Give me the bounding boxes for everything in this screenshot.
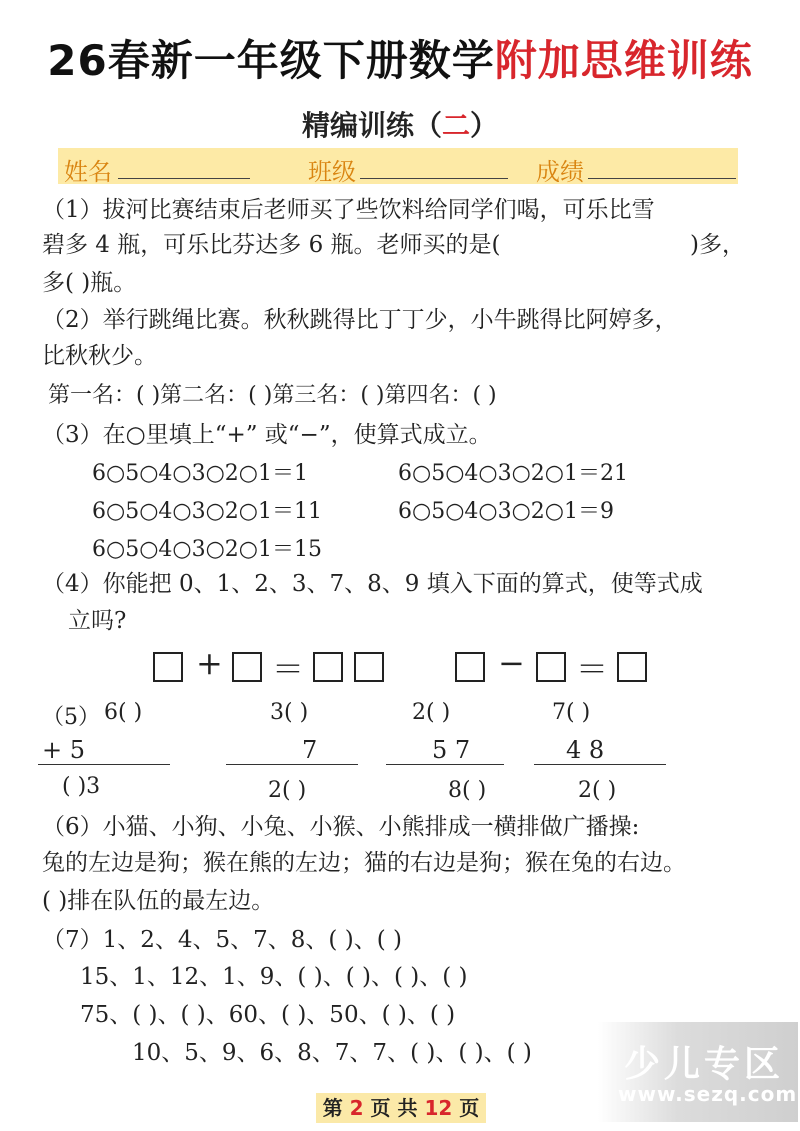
footer-middle: 页 共 <box>370 1096 418 1120</box>
q5-label: （5） <box>42 705 100 730</box>
q5-col3-rule <box>386 764 504 765</box>
name-label: 姓名 <box>64 158 112 186</box>
q3-equation-1: 6○5○4○3○2○1＝1 <box>92 461 308 486</box>
class-blank[interactable] <box>360 178 508 179</box>
equals-sign: ＝ <box>272 650 305 688</box>
q7-sequence-4: 10、5、9、6、8、7、7、( )、( )、( ) <box>132 1040 532 1066</box>
subtitle-number: 二 <box>441 109 470 142</box>
answer-box[interactable] <box>313 652 343 682</box>
watermark-url: www.sezq.com <box>618 1082 798 1106</box>
q3-equation-4: 6○5○4○3○2○1＝9 <box>398 499 614 524</box>
q5-col3-mid: 5 7 <box>432 736 471 764</box>
q3-title: （3）在○里填上“+” 或“−”，使算式成立。 <box>42 422 492 448</box>
q2-ranking: 第一名：( )第二名：( )第三名：( )第四名：( ) <box>48 383 497 408</box>
title-highlight: 附加思维训练 <box>494 36 753 85</box>
answer-box[interactable] <box>153 652 183 682</box>
q5-col4-top: 7( ) <box>552 700 591 725</box>
q7-sequence-2: 15、1、12、1、9、( )、( )、( )、( ) <box>80 964 468 990</box>
q4-box-equations <box>0 644 800 688</box>
q2-line1: （2）举行跳绳比赛。秋秋跳得比丁丁少，小牛跳得比阿婷多， <box>42 307 678 333</box>
q3-equation-2: 6○5○4○3○2○1＝21 <box>398 461 628 486</box>
q3-equation-3: 6○5○4○3○2○1＝11 <box>92 499 322 524</box>
q6-line3: ( )排在队伍的最左边。 <box>42 888 275 914</box>
student-info-bar <box>58 148 738 184</box>
score-blank[interactable] <box>588 178 736 179</box>
page-subtitle <box>0 104 800 144</box>
page-title <box>0 28 800 88</box>
title-main: 26春新一年级下册数学 <box>47 36 495 85</box>
answer-box[interactable] <box>354 652 384 682</box>
watermark-brand: 少儿专区 <box>624 1044 785 1085</box>
answer-box[interactable] <box>232 652 262 682</box>
q5-col3-bottom: 8( ) <box>448 778 487 803</box>
minus-sign: − <box>498 644 525 682</box>
q4-line1: （4）你能把 0、1、2、3、7、8、9 填入下面的算式，使等式成 <box>42 571 703 597</box>
subtitle-prefix: 精编训练（ <box>301 109 442 142</box>
q5-col1-bottom: ( )3 <box>62 774 101 799</box>
q1-line3: 多( )瓶。 <box>42 270 137 296</box>
q5-col4-mid: 4 8 <box>566 736 605 764</box>
page-footer <box>316 1093 486 1123</box>
name-blank[interactable] <box>118 178 250 179</box>
q4-line2: 立吗? <box>68 608 127 634</box>
q5-col2-rule <box>226 764 358 765</box>
q2-line2: 比秋秋少。 <box>42 343 157 369</box>
answer-box[interactable] <box>536 652 566 682</box>
watermark <box>598 1022 798 1122</box>
q7-sequence-1: （7）1、2、4、5、7、8、( )、( ) <box>42 927 402 953</box>
q5-col4-bottom: 2( ) <box>578 778 617 803</box>
footer-suffix: 页 <box>459 1096 480 1120</box>
q1-line2b: )多， <box>690 232 745 258</box>
current-page: 2 <box>349 1096 364 1120</box>
class-label: 班级 <box>308 158 356 186</box>
q5-col2-mid: 7 <box>302 736 318 764</box>
total-pages: 12 <box>424 1096 453 1120</box>
q1-line2a: 碧多 4 瓶，可乐比芬达多 6 瓶。老师买的是( <box>42 232 501 258</box>
q7-sequence-3: 75、( )、( )、60、( )、50、( )、( ) <box>80 1002 456 1028</box>
plus-sign: + <box>196 644 223 682</box>
q5-col2-top: 3( ) <box>270 700 309 725</box>
footer-prefix: 第 <box>322 1096 343 1120</box>
q6-line1: （6）小猫、小狗、小兔、小猴、小熊排成一横排做广播操: <box>42 814 640 840</box>
q1-line1: （1）拔河比赛结束后老师买了些饮料给同学们喝，可乐比雪 <box>42 197 655 223</box>
subtitle-suffix: ） <box>470 109 499 142</box>
q5-col2-bottom: 2( ) <box>268 778 307 803</box>
q5-col1-rule <box>38 764 170 765</box>
answer-box[interactable] <box>455 652 485 682</box>
q3-equation-5: 6○5○4○3○2○1＝15 <box>92 537 322 562</box>
q5-col1-mid: + 5 <box>42 736 86 764</box>
score-label: 成绩 <box>536 158 584 186</box>
equals-sign: ＝ <box>576 650 609 688</box>
answer-box[interactable] <box>617 652 647 682</box>
q5-col3-top: 2( ) <box>412 700 451 725</box>
q5-col1-top: 6( ) <box>104 700 143 725</box>
q6-line2: 兔的左边是狗；猴在熊的左边；猫的右边是狗；猴在兔的右边。 <box>42 850 686 876</box>
q5-col4-rule <box>534 764 666 765</box>
